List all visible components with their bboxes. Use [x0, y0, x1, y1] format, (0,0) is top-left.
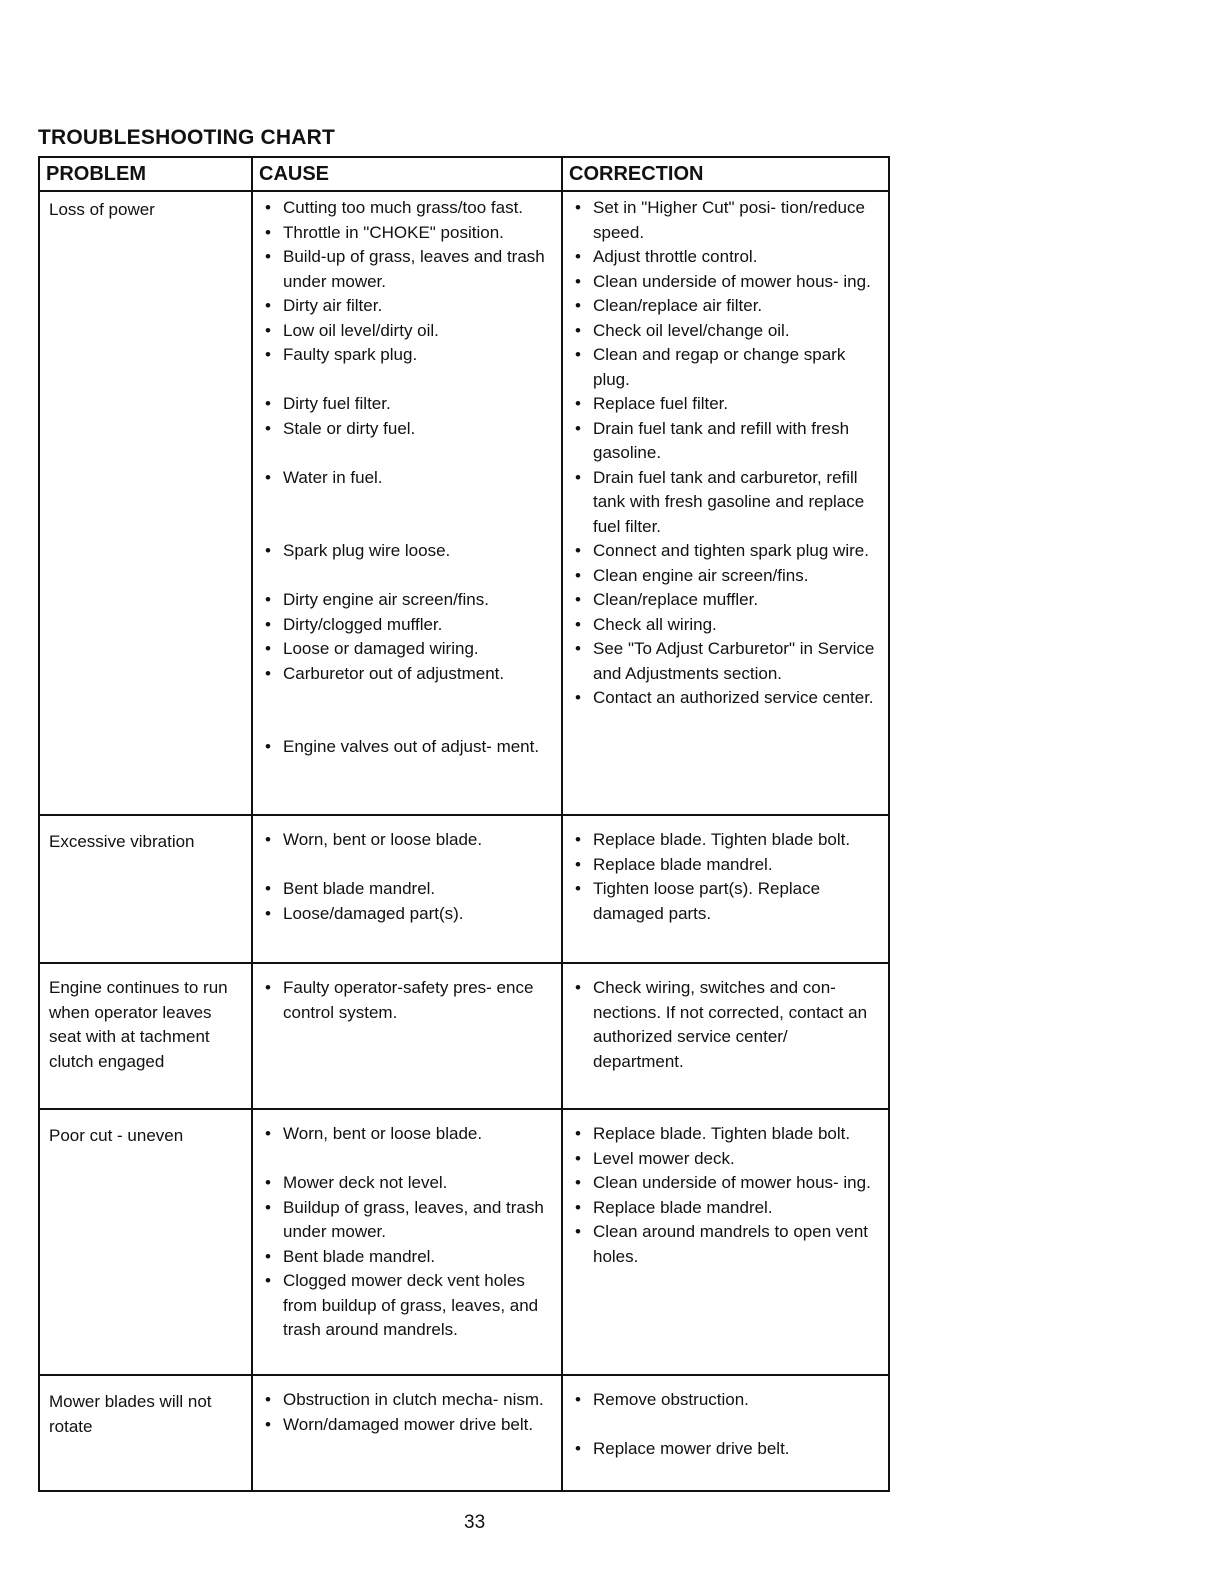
cause-item: • Low oil level/dirty oil. — [261, 319, 553, 344]
header-problem: PROBLEM — [40, 158, 253, 190]
problem-cell: Engine continues to run when operator leaves seat with at tachment clutch engaged — [40, 964, 253, 1108]
cause-cell — [253, 964, 563, 1108]
cause-item: • Throttle in "CHOKE" position. — [261, 221, 553, 246]
cause-item: • Dirty fuel filter. — [261, 392, 553, 417]
correction-item: • Connect and tighten spark plug wire. — [571, 539, 880, 564]
cause-item: • Carburetor out of adjustment. — [261, 662, 553, 687]
page-number: 33 — [464, 1512, 486, 1533]
cause-item: • Dirty engine air screen/fins. — [261, 588, 553, 613]
correction-item: • Clean around mandrels to open vent holes. — [571, 1220, 880, 1269]
cause-item: • Bent blade mandrel. — [261, 1245, 553, 1270]
cause-item: • Obstruction in clutch mecha- nism. — [261, 1388, 553, 1413]
correction-item: • Replace blade. Tighten blade bolt. — [571, 828, 880, 853]
correction-item: • Check wiring, switches and con- nections. If not corrected, contact an authorized service center/ department. — [571, 976, 880, 1074]
cause-item: • Mower deck not level. — [261, 1171, 553, 1196]
correction-item: • Set in "Higher Cut" posi- tion/reduce speed. — [571, 196, 880, 245]
correction-item: • Clean and regap or change spark plug. — [571, 343, 880, 392]
correction-item: • Level mower deck. — [571, 1147, 880, 1172]
cause-item: • Faulty operator-safety pres- ence control system. — [261, 976, 553, 1025]
correction-item: • Drain fuel tank and carburetor, refill tank with fresh gasoline and replace fuel filter. — [571, 466, 880, 540]
correction-item: • Drain fuel tank and refill with fresh gasoline. — [571, 417, 880, 466]
table-row — [40, 1110, 888, 1376]
cause-item: • Dirty air filter. — [261, 294, 553, 319]
cause-item: • Spark plug wire loose. — [261, 539, 553, 564]
cause-item: • Build-up of grass, leaves and trash under mower. — [261, 245, 553, 294]
correction-cell — [563, 1110, 888, 1374]
cause-item: • Worn, bent or loose blade. — [261, 828, 553, 853]
troubleshooting-table — [38, 156, 890, 1492]
correction-item: • Tighten loose part(s). Replace damaged parts. — [571, 877, 880, 926]
correction-item: • Check oil level/change oil. — [571, 319, 880, 344]
correction-item: • Remove obstruction. — [571, 1388, 880, 1413]
problem-cell: Mower blades will not rotate — [40, 1376, 253, 1490]
table-row — [40, 1376, 888, 1490]
correction-cell — [563, 1376, 888, 1490]
table-row — [40, 964, 888, 1110]
cause-item: • Stale or dirty fuel. — [261, 417, 553, 442]
correction-item: • See "To Adjust Carburetor" in Service and Adjustments section. — [571, 637, 880, 686]
cause-item: • Clogged mower deck vent holes from buildup of grass, leaves, and trash around mandrels. — [261, 1269, 553, 1343]
correction-item: • Clean/replace air filter. — [571, 294, 880, 319]
table-header — [40, 158, 888, 192]
correction-item: • Contact an authorized service center. — [571, 686, 880, 711]
correction-item: • Clean underside of mower hous- ing. — [571, 1171, 880, 1196]
correction-item: • Clean engine air screen/fins. — [571, 564, 880, 589]
correction-item: • Clean/replace muffler. — [571, 588, 880, 613]
correction-cell — [563, 816, 888, 962]
correction-item: • Check all wiring. — [571, 613, 880, 638]
cause-item: • Loose or damaged wiring. — [261, 637, 553, 662]
correction-cell — [563, 964, 888, 1108]
correction-item: • Replace blade. Tighten blade bolt. — [571, 1122, 880, 1147]
cause-cell — [253, 1110, 563, 1374]
cause-item: • Dirty/clogged muffler. — [261, 613, 553, 638]
cause-cell — [253, 1376, 563, 1490]
correction-item: • Adjust throttle control. — [571, 245, 880, 270]
cause-cell — [253, 192, 563, 814]
cause-item: • Engine valves out of adjust- ment. — [261, 735, 553, 760]
correction-cell — [563, 192, 888, 814]
correction-item: • Replace fuel filter. — [571, 392, 880, 417]
correction-item: • Replace blade mandrel. — [571, 1196, 880, 1221]
correction-item: • Clean underside of mower hous- ing. — [571, 270, 880, 295]
cause-item: • Faulty spark plug. — [261, 343, 553, 368]
cause-item: • Water in fuel. — [261, 466, 553, 491]
cause-item: • Loose/damaged part(s). — [261, 902, 553, 927]
correction-item: • Replace blade mandrel. — [571, 853, 880, 878]
header-correction: CORRECTION — [569, 163, 704, 185]
header-cause: CAUSE — [253, 158, 563, 190]
cause-item: • Cutting too much grass/too fast. — [261, 196, 553, 221]
correction-item: • Replace mower drive belt. — [571, 1437, 880, 1462]
cause-cell — [253, 816, 563, 962]
cause-item: • Buildup of grass, leaves, and trash under mower. — [261, 1196, 553, 1245]
problem-cell: Loss of power — [40, 192, 253, 814]
table-row — [40, 816, 888, 964]
problem-cell: Poor cut - uneven — [40, 1110, 253, 1374]
cause-item: • Worn/damaged mower drive belt. — [261, 1413, 553, 1438]
page-title: TROUBLESHOOTING CHART — [38, 126, 336, 149]
problem-cell: Excessive vibration — [40, 816, 253, 962]
table-row — [40, 192, 888, 816]
cause-item: • Worn, bent or loose blade. — [261, 1122, 553, 1147]
cause-item: • Bent blade mandrel. — [261, 877, 553, 902]
